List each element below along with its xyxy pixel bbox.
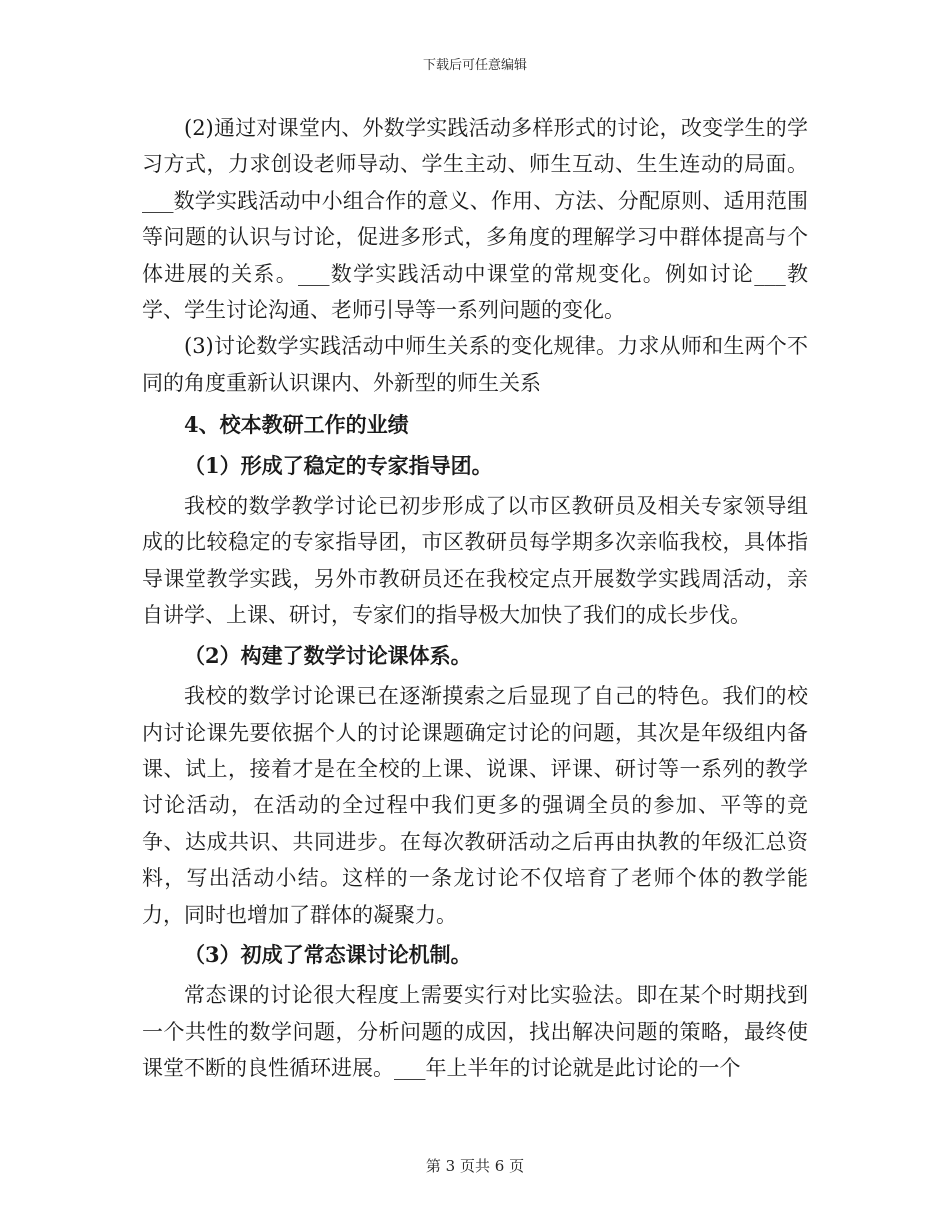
paragraph-learning-methods: (2)通过对课堂内、外数学实践活动多样形式的讨论，改变学生的学习方式，力求创设老师导动、学生主动、师生互动、生生连动的局面。___数学实践活动中小组合作的意义、作用、方法、分配原则、适用范围等问题的认识与讨论，促进多形式，多角度的理解学习中群体提高与个体进展的关系。___数学实践活动中课堂的常规变化。例如讨论___教学、学生讨论沟通、老师引导等一系列问题的变化。 — [142, 116, 808, 323]
paragraph-regular-class: 常态课的讨论很大程度上需要实行对比实验法。即在某个时期找到一个共性的数学问题，分析问题的成因，找出解决问题的策略，最终使课堂不断的良性循环进展。___年上半年的讨论就是此讨论的一个 — [142, 983, 808, 1081]
page-footer: 第 3 页共 6 页 — [425, 1157, 525, 1175]
paragraph-expert-team: 我校的数学教学讨论已初步形成了以市区教研员及相关专家领导组成的比较稳定的专家指导团，市区教研员每学期多次亲临我校，具体指导课堂教学实践，另外市教研员还在我校定点开展数学实践周活动，亲自讲学、上课、研讨，专家们的指导极大加快了我们的成长步伐。 — [142, 494, 808, 628]
section-heading-achievements: 4、校本教研工作的业绩 — [184, 412, 409, 438]
subheading-course-system: （2）构建了数学讨论课体系。 — [184, 642, 472, 668]
document-body — [142, 110, 808, 1087]
subheading-expert-team: （1）形成了稳定的专家指导团。 — [184, 452, 493, 478]
paragraph-teacher-student-relation: (3)讨论数学实践活动中师生关系的变化规律。力求从师和生两个不同的角度重新认识课内、外新型的师生关系 — [142, 334, 808, 395]
paragraph-course-system: 我校的数学讨论课已在逐渐摸索之后显现了自己的特色。我们的校内讨论课先要依据个人的讨论课题确定讨论的问题，其次是年级组内备课、试上，接着才是在全校的上课、说课、评课、研讨等一系列的教学讨论活动，在活动的全过程中我们更多的强调全员的参加、平等的竞争、达成共识、共同进步。在每次教研活动之后再由执教的年级汇总资料，写出活动小结。这样的一条龙讨论不仅培育了老师个体的教学能力，同时也增加了群体的凝聚力。 — [142, 684, 808, 927]
subheading-regular-class: （3）初成了常态课讨论机制。 — [184, 941, 472, 967]
page-header: 下载后可任意编辑 — [422, 58, 527, 73]
